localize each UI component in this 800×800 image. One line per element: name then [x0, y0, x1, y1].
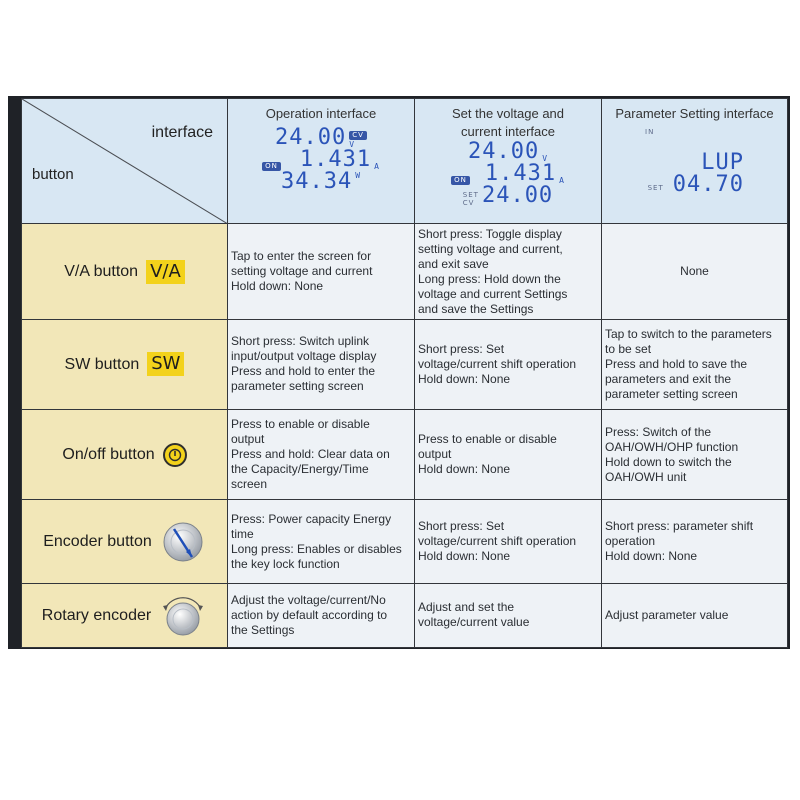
row-label: V/A button	[64, 263, 139, 281]
diagonal-divider	[22, 99, 227, 223]
cell-operation: Adjust the voltage/current/No action by default according to the Settings	[228, 583, 415, 647]
set-label: SET	[462, 191, 479, 199]
unit-a: A	[374, 162, 380, 171]
power-icon	[163, 443, 187, 467]
va-badge-icon: V/A	[146, 260, 185, 284]
lcd-power: 34.34	[280, 169, 353, 194]
lcd-set-value: 24.00	[481, 183, 554, 208]
unit-w: W	[355, 171, 362, 180]
cv-badge: CV	[349, 131, 367, 140]
corner-label-button: button	[32, 166, 74, 183]
cell-set-va: Press to enable or disable output Hold down: None	[415, 410, 602, 500]
row-header-encoder-button	[22, 500, 228, 583]
lcd-current: 1.431	[484, 161, 557, 186]
cell-set-va: Adjust and set the voltage/current value	[415, 583, 602, 647]
corner-cell	[22, 99, 228, 224]
column-title: Parameter Setting interface	[615, 106, 774, 121]
col-operation-interface	[228, 99, 415, 224]
set-label: SET	[647, 184, 664, 192]
on-badge: ON	[451, 176, 470, 185]
button-function-table	[21, 98, 788, 648]
on-badge: ON	[262, 162, 281, 171]
row-header-sw-button	[22, 319, 228, 409]
row-label: SW button	[64, 355, 140, 373]
cell-parameter: Adjust parameter value	[602, 583, 788, 647]
table-row	[22, 583, 788, 647]
rotary-knob-icon	[159, 591, 207, 639]
column-title: Set the voltage and current interface	[451, 106, 565, 139]
cell-parameter: None	[602, 224, 788, 319]
cell-operation: Press: Power capacity Energy time Long press: Enables or disables the key lock function	[228, 500, 415, 583]
corner-label-interface: interface	[151, 124, 213, 141]
cv-label: CV	[462, 199, 475, 207]
table-row	[22, 319, 788, 409]
cell-parameter: Tap to switch to the parameters to be set Press and hold to save the parameters and exit the parameter setting screen	[602, 319, 788, 409]
cell-parameter: Short press: parameter shift operation Hold down: None	[602, 500, 788, 583]
encoder-knob-icon	[160, 519, 206, 565]
lcd-display	[605, 123, 784, 196]
lcd-current: 1.431	[299, 147, 372, 172]
lcd-display	[231, 127, 411, 193]
in-label: IN	[645, 128, 655, 136]
cell-operation: Tap to enter the screen for setting voltage and current Hold down: None	[228, 224, 415, 319]
row-label: Encoder button	[43, 533, 152, 551]
unit-a: A	[559, 176, 565, 185]
row-header-va-button	[22, 224, 228, 319]
lcd-voltage: 24.00	[275, 125, 347, 150]
cell-parameter: Press: Switch of the OAH/OWH/OHP function Hold down to switch the OAH/OWH unit	[602, 410, 788, 500]
header-row	[22, 99, 788, 224]
lcd-voltage: 24.00	[467, 139, 540, 164]
cell-operation: Press to enable or disable output Press and hold: Clear data on the Capacity/Energy/Time screen	[228, 410, 415, 500]
col-parameter-setting-interface	[602, 99, 788, 224]
sw-badge-icon: SW	[147, 352, 184, 376]
cell-set-va: Short press: Set voltage/current shift operation Hold down: None	[415, 500, 602, 583]
row-label: On/off button	[62, 446, 155, 464]
lcd-display	[418, 141, 598, 207]
lcd-parameter-name: LUP	[701, 150, 744, 175]
cell-set-va: Short press: Toggle display setting voltage and current, and exit save Long press: Hold down the voltage and current Settings and save the Settings	[415, 224, 602, 319]
row-header-rotary-encoder	[22, 583, 228, 647]
cell-operation: Short press: Switch uplink input/output voltage display Press and hold to enter the parameter setting screen	[228, 319, 415, 409]
cell-set-va: Short press: Set voltage/current shift operation Hold down: None	[415, 319, 602, 409]
row-label: Rotary encoder	[41, 606, 152, 624]
column-title: Operation interface	[265, 106, 377, 121]
unit-v: V	[349, 140, 356, 149]
table-row	[22, 410, 788, 500]
lcd-parameter-value: 04.70	[672, 172, 744, 197]
col-set-voltage-current-interface	[415, 99, 602, 224]
row-header-onoff-button	[22, 410, 228, 500]
table-row	[22, 224, 788, 319]
unit-v: V	[542, 154, 549, 163]
table-row	[22, 500, 788, 583]
